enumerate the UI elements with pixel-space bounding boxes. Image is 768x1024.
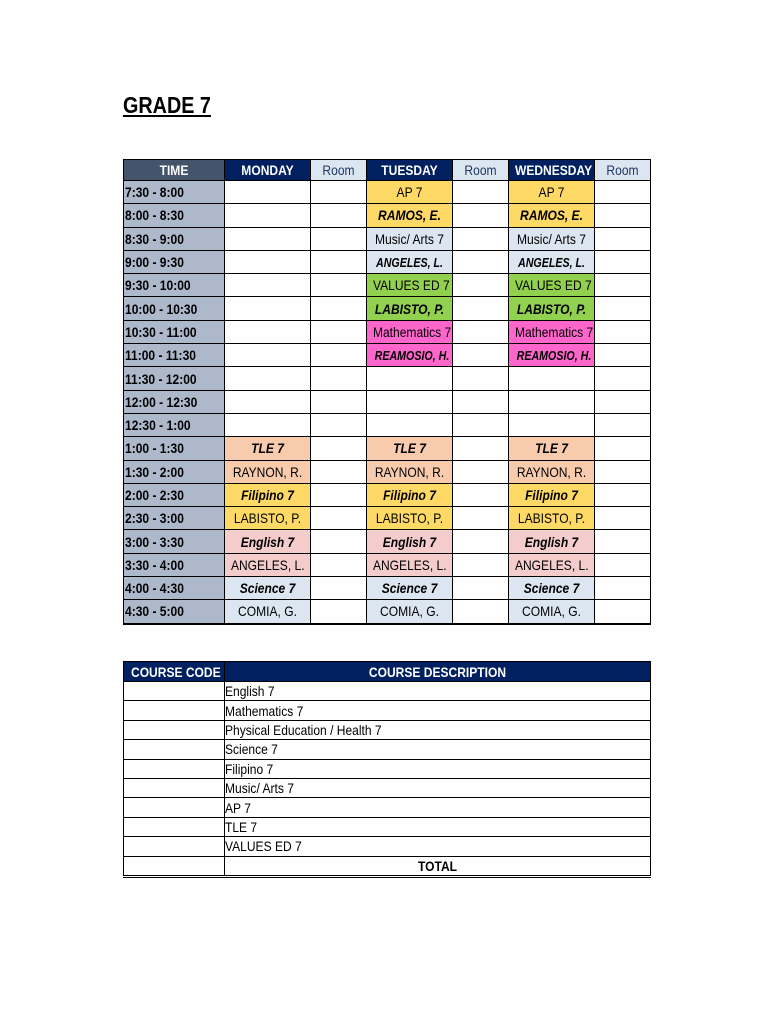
course-description-cell: Mathematics 7 (225, 701, 651, 720)
time-slot: 12:00 - 12:30 (124, 390, 225, 413)
schedule-row (124, 600, 651, 624)
room-cell-monday (311, 320, 367, 343)
course-code-cell (124, 778, 225, 797)
room-cell-wednesday (595, 250, 651, 273)
course-total-label: TOTAL (225, 856, 651, 876)
time-slot: 2:00 - 2:30 (124, 483, 225, 506)
schedule-cell-monday (225, 274, 311, 297)
time-slot: 10:00 - 10:30 (124, 297, 225, 320)
room-cell-wednesday (595, 367, 651, 390)
room-cell-wednesday (595, 507, 651, 530)
schedule-cell-monday (225, 320, 311, 343)
room-cell-monday (311, 344, 367, 367)
room-cell-monday (311, 274, 367, 297)
room-cell-tuesday (453, 367, 509, 390)
course-description-cell: VALUES ED 7 (225, 837, 651, 856)
time-slot: 8:30 - 9:00 (124, 227, 225, 250)
schedule-cell-monday: Filipino 7 (225, 483, 311, 506)
schedule-cell-monday (225, 250, 311, 273)
schedule-header-row (124, 160, 651, 181)
room-cell-tuesday (453, 181, 509, 204)
course-code-cell (124, 701, 225, 720)
schedule-cell-wednesday: VALUES ED 7 (509, 274, 595, 297)
schedule-cell-wednesday (509, 390, 595, 413)
room-cell-monday (311, 460, 367, 483)
header-time: TIME (124, 160, 225, 181)
course-row (124, 759, 651, 778)
schedule-row (124, 297, 651, 320)
header-room-monday: Room (311, 160, 367, 181)
course-description-cell: Science 7 (225, 740, 651, 759)
course-row (124, 701, 651, 720)
schedule-row (124, 460, 651, 483)
room-cell-wednesday (595, 204, 651, 227)
course-description-cell: TLE 7 (225, 817, 651, 836)
schedule-cell-wednesday: TLE 7 (509, 437, 595, 460)
course-row (124, 720, 651, 739)
schedule-cell-tuesday: Filipino 7 (367, 483, 453, 506)
schedule-cell-wednesday: English 7 (509, 530, 595, 553)
room-cell-wednesday (595, 483, 651, 506)
schedule-cell-monday: COMIA, G. (225, 600, 311, 624)
room-cell-wednesday (595, 413, 651, 436)
time-slot: 4:00 - 4:30 (124, 577, 225, 600)
schedule-cell-wednesday: RAYNON, R. (509, 460, 595, 483)
room-cell-wednesday (595, 600, 651, 624)
header-course-code: COURSE CODE (124, 662, 225, 682)
schedule-cell-tuesday: Music/ Arts 7 (367, 227, 453, 250)
header-tuesday: TUESDAY (367, 160, 453, 181)
course-code-cell (124, 720, 225, 739)
schedule-cell-wednesday: LABISTO, P. (509, 297, 595, 320)
course-row (124, 682, 651, 701)
schedule-cell-monday: English 7 (225, 530, 311, 553)
room-cell-monday (311, 250, 367, 273)
course-row (124, 798, 651, 817)
schedule-cell-tuesday (367, 413, 453, 436)
schedule-cell-wednesday: AP 7 (509, 181, 595, 204)
schedule-row (124, 274, 651, 297)
time-slot: 1:00 - 1:30 (124, 437, 225, 460)
page-title: GRADE 7 (123, 92, 211, 118)
course-code-cell (124, 798, 225, 817)
course-description-cell: English 7 (225, 682, 651, 701)
time-slot: 7:30 - 8:00 (124, 181, 225, 204)
room-cell-tuesday (453, 483, 509, 506)
room-cell-tuesday (453, 413, 509, 436)
schedule-cell-tuesday: RAYNON, R. (367, 460, 453, 483)
schedule-cell-wednesday: LABISTO, P. (509, 507, 595, 530)
course-row (124, 837, 651, 856)
time-slot: 4:30 - 5:00 (124, 600, 225, 624)
schedule-cell-wednesday: Mathematics 7 (509, 320, 595, 343)
room-cell-wednesday (595, 227, 651, 250)
schedule-cell-tuesday: REAMOSIO, H. (367, 344, 453, 367)
course-row (124, 817, 651, 836)
time-slot: 11:00 - 11:30 (124, 344, 225, 367)
room-cell-wednesday (595, 181, 651, 204)
time-slot: 3:30 - 4:00 (124, 553, 225, 576)
room-cell-tuesday (453, 577, 509, 600)
time-slot: 3:00 - 3:30 (124, 530, 225, 553)
schedule-cell-wednesday: Music/ Arts 7 (509, 227, 595, 250)
room-cell-wednesday (595, 390, 651, 413)
room-cell-monday (311, 297, 367, 320)
room-cell-wednesday (595, 297, 651, 320)
room-cell-wednesday (595, 460, 651, 483)
schedule-row (124, 413, 651, 436)
header-monday: MONDAY (225, 160, 311, 181)
schedule-cell-wednesday: Filipino 7 (509, 483, 595, 506)
schedule-row (124, 530, 651, 553)
schedule-cell-monday (225, 344, 311, 367)
schedule-cell-tuesday: Mathematics 7 (367, 320, 453, 343)
schedule-row (124, 227, 651, 250)
time-slot: 9:00 - 9:30 (124, 250, 225, 273)
room-cell-tuesday (453, 274, 509, 297)
course-code-cell (124, 682, 225, 701)
schedule-row (124, 577, 651, 600)
schedule-row (124, 483, 651, 506)
room-cell-tuesday (453, 390, 509, 413)
course-description-cell: Filipino 7 (225, 759, 651, 778)
schedule-cell-monday (225, 390, 311, 413)
schedule-cell-wednesday: Science 7 (509, 577, 595, 600)
schedule-cell-tuesday: COMIA, G. (367, 600, 453, 624)
schedule-cell-monday (225, 367, 311, 390)
room-cell-monday (311, 553, 367, 576)
time-slot: 10:30 - 11:00 (124, 320, 225, 343)
course-description-cell: Music/ Arts 7 (225, 778, 651, 797)
schedule-cell-monday (225, 181, 311, 204)
header-wednesday: WEDNESDAY (509, 160, 595, 181)
schedule-cell-tuesday: LABISTO, P. (367, 507, 453, 530)
course-total-code-cell (124, 856, 225, 876)
course-code-cell (124, 740, 225, 759)
room-cell-tuesday (453, 437, 509, 460)
schedule-row (124, 320, 651, 343)
time-slot: 1:30 - 2:00 (124, 460, 225, 483)
room-cell-wednesday (595, 320, 651, 343)
course-description-cell: Physical Education / Health 7 (225, 720, 651, 739)
schedule-cell-monday (225, 204, 311, 227)
schedule-cell-wednesday: RAMOS, E. (509, 204, 595, 227)
room-cell-wednesday (595, 530, 651, 553)
schedule-row (124, 250, 651, 273)
course-code-cell (124, 837, 225, 856)
room-cell-wednesday (595, 437, 651, 460)
schedule-row (124, 553, 651, 576)
room-cell-monday (311, 367, 367, 390)
room-cell-monday (311, 483, 367, 506)
schedule-row (124, 390, 651, 413)
schedule-cell-monday (225, 227, 311, 250)
room-cell-monday (311, 577, 367, 600)
schedule-cell-wednesday: ANGELES, L. (509, 250, 595, 273)
schedule-table (123, 159, 651, 625)
schedule-cell-tuesday (367, 367, 453, 390)
schedule-cell-monday: ANGELES, L. (225, 553, 311, 576)
course-row (124, 740, 651, 759)
room-cell-tuesday (453, 344, 509, 367)
schedule-cell-wednesday (509, 367, 595, 390)
schedule-row (124, 344, 651, 367)
room-cell-tuesday (453, 227, 509, 250)
time-slot: 9:30 - 10:00 (124, 274, 225, 297)
room-cell-wednesday (595, 344, 651, 367)
schedule-cell-monday: RAYNON, R. (225, 460, 311, 483)
header-course-description: COURSE DESCRIPTION (225, 662, 651, 682)
room-cell-monday (311, 227, 367, 250)
room-cell-monday (311, 390, 367, 413)
schedule-row (124, 204, 651, 227)
course-code-cell (124, 759, 225, 778)
course-description-cell: AP 7 (225, 798, 651, 817)
room-cell-monday (311, 530, 367, 553)
room-cell-monday (311, 507, 367, 530)
time-slot: 8:00 - 8:30 (124, 204, 225, 227)
schedule-cell-tuesday: ANGELES, L. (367, 553, 453, 576)
course-code-cell (124, 817, 225, 836)
room-cell-tuesday (453, 530, 509, 553)
room-cell-monday (311, 181, 367, 204)
schedule-cell-monday (225, 413, 311, 436)
room-cell-tuesday (453, 507, 509, 530)
room-cell-tuesday (453, 600, 509, 624)
header-room-tuesday: Room (453, 160, 509, 181)
schedule-cell-wednesday: REAMOSIO, H. (509, 344, 595, 367)
schedule-cell-tuesday: AP 7 (367, 181, 453, 204)
schedule-cell-tuesday: ANGELES, L. (367, 250, 453, 273)
schedule-cell-monday: Science 7 (225, 577, 311, 600)
schedule-cell-tuesday: LABISTO, P. (367, 297, 453, 320)
room-cell-monday (311, 600, 367, 624)
time-slot: 11:30 - 12:00 (124, 367, 225, 390)
room-cell-tuesday (453, 204, 509, 227)
schedule-cell-tuesday (367, 390, 453, 413)
room-cell-tuesday (453, 553, 509, 576)
schedule-cell-wednesday: ANGELES, L. (509, 553, 595, 576)
course-table (123, 661, 651, 878)
time-slot: 2:30 - 3:00 (124, 507, 225, 530)
schedule-cell-tuesday: VALUES ED 7 (367, 274, 453, 297)
schedule-row (124, 437, 651, 460)
course-row (124, 778, 651, 797)
room-cell-tuesday (453, 250, 509, 273)
schedule-cell-tuesday: RAMOS, E. (367, 204, 453, 227)
header-room-wednesday: Room (595, 160, 651, 181)
room-cell-wednesday (595, 274, 651, 297)
schedule-cell-tuesday: TLE 7 (367, 437, 453, 460)
schedule-row (124, 507, 651, 530)
room-cell-monday (311, 204, 367, 227)
room-cell-monday (311, 437, 367, 460)
room-cell-tuesday (453, 460, 509, 483)
schedule-cell-monday: TLE 7 (225, 437, 311, 460)
schedule-cell-monday: LABISTO, P. (225, 507, 311, 530)
schedule-row (124, 181, 651, 204)
schedule-cell-monday (225, 297, 311, 320)
room-cell-tuesday (453, 297, 509, 320)
schedule-cell-tuesday: English 7 (367, 530, 453, 553)
schedule-cell-wednesday: COMIA, G. (509, 600, 595, 624)
room-cell-wednesday (595, 577, 651, 600)
room-cell-wednesday (595, 553, 651, 576)
course-total-row (124, 856, 651, 876)
schedule-cell-tuesday: Science 7 (367, 577, 453, 600)
room-cell-tuesday (453, 320, 509, 343)
time-slot: 12:30 - 1:00 (124, 413, 225, 436)
schedule-row (124, 367, 651, 390)
room-cell-monday (311, 413, 367, 436)
course-header-row (124, 662, 651, 682)
schedule-cell-wednesday (509, 413, 595, 436)
